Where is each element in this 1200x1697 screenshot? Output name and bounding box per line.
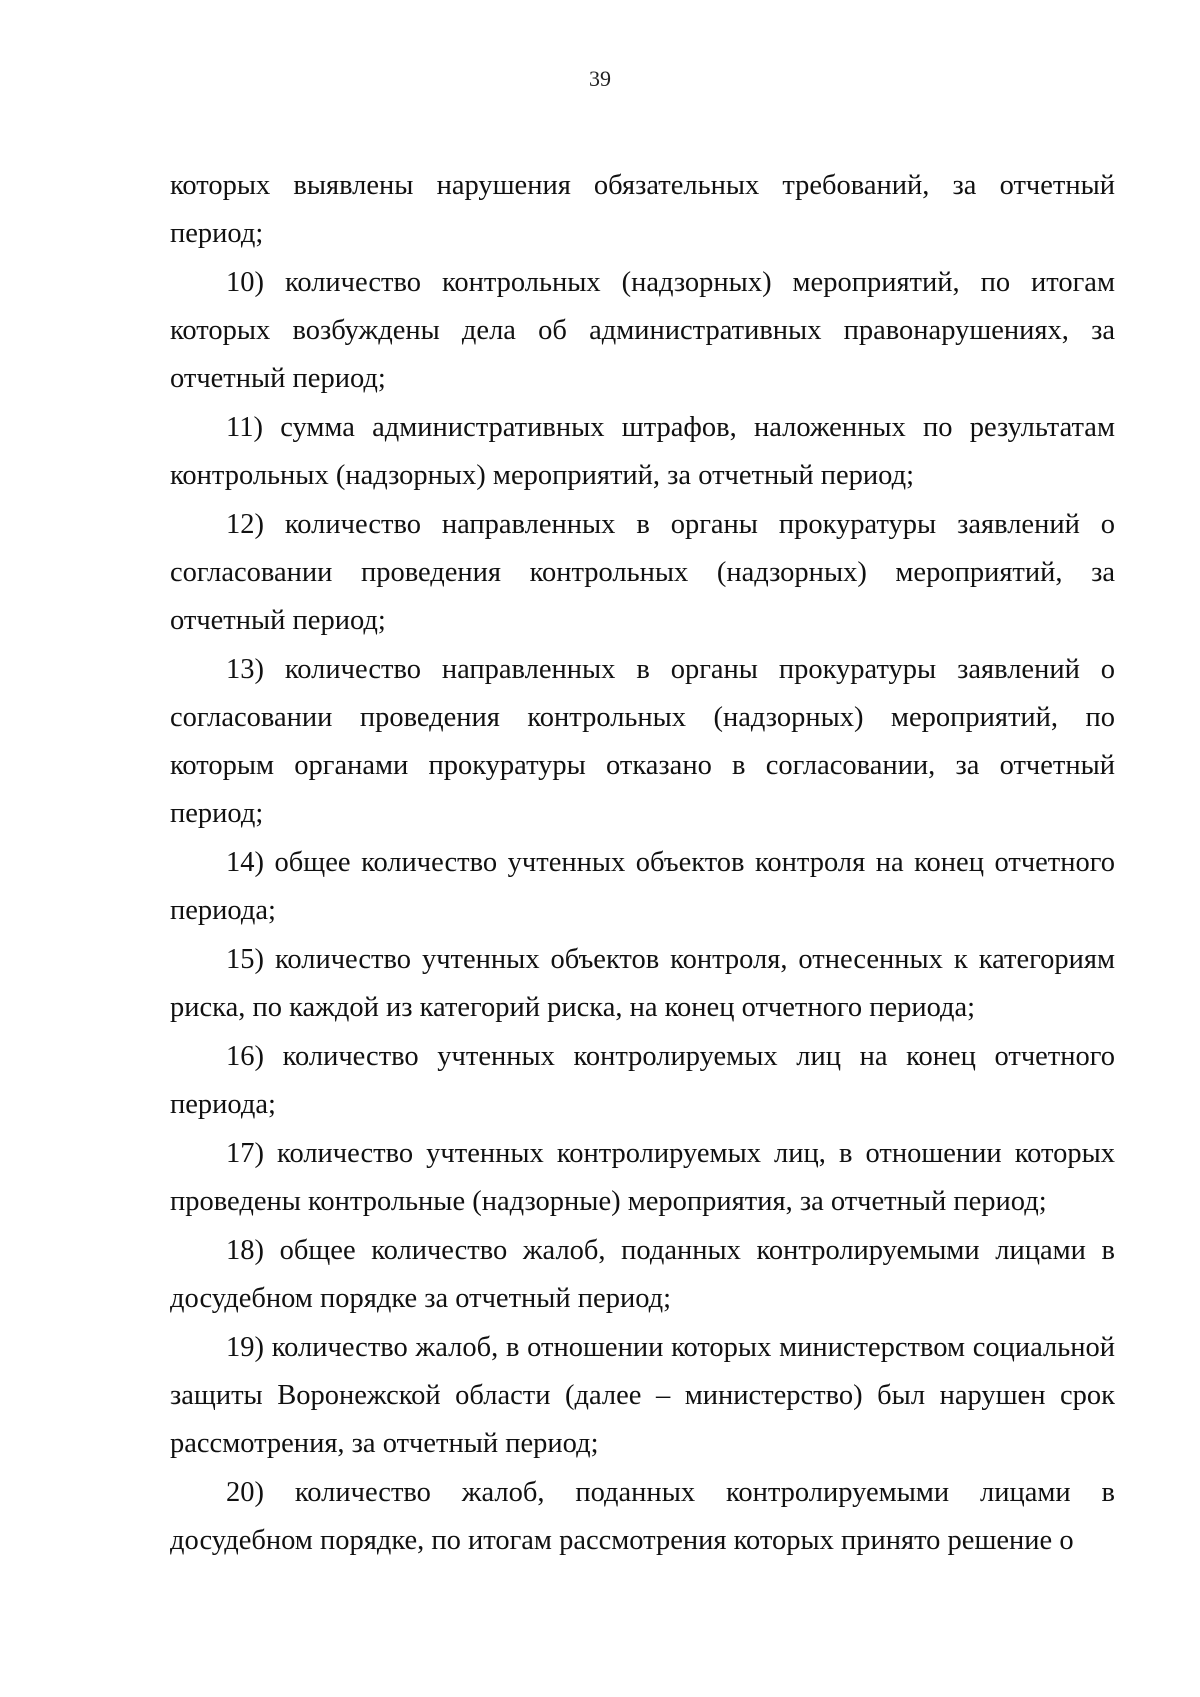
list-item-18: 18) общее количество жалоб, поданных контролируемыми лицами в досудебном порядке за отчетный период; (170, 1235, 1115, 1314)
list-item-19: 19) количество жалоб, в отношении которых министерством социальной защиты Воронежской области (далее – министерство) был нарушен срок рассмотрения, за отчетный период; (170, 1332, 1115, 1459)
list-item-20: 20) количество жалоб, поданных контролируемыми лицами в досудебном порядке, по итогам рассмотрения которых принято решение о (170, 1477, 1115, 1556)
list-item-12: 12) количество направленных в органы прокуратуры заявлений о согласовании проведения контрольных (надзорных) мероприятий, за отчетный период; (170, 509, 1115, 636)
page-number: 39 (589, 66, 611, 91)
list-item-13: 13) количество направленных в органы прокуратуры заявлений о согласовании проведения контрольных (надзорных) мероприятий, по которым органами прокуратуры отказано в согласовании, за отчетный период; (170, 654, 1115, 829)
document-body (170, 162, 1115, 1566)
list-item-10: 10) количество контрольных (надзорных) мероприятий, по итогам которых возбуждены дела об административных правонарушениях, за отчетный период; (170, 267, 1115, 394)
list-item-16: 16) количество учтенных контролируемых лиц на конец отчетного периода; (170, 1041, 1115, 1120)
list-item-11: 11) сумма административных штрафов, наложенных по результатам контрольных (надзорных) мероприятий, за отчетный период; (170, 412, 1115, 491)
list-item-17: 17) количество учтенных контролируемых лиц, в отношении которых проведены контрольные (надзорные) мероприятия, за отчетный период; (170, 1138, 1115, 1217)
paragraph-continuation: которых выявлены нарушения обязательных требований, за отчетный период; (170, 170, 1115, 249)
list-item-15: 15) количество учтенных объектов контроля, отнесенных к категориям риска, по каждой из категорий риска, на конец отчетного периода; (170, 944, 1115, 1023)
list-item-14: 14) общее количество учтенных объектов контроля на конец отчетного периода; (170, 847, 1115, 926)
